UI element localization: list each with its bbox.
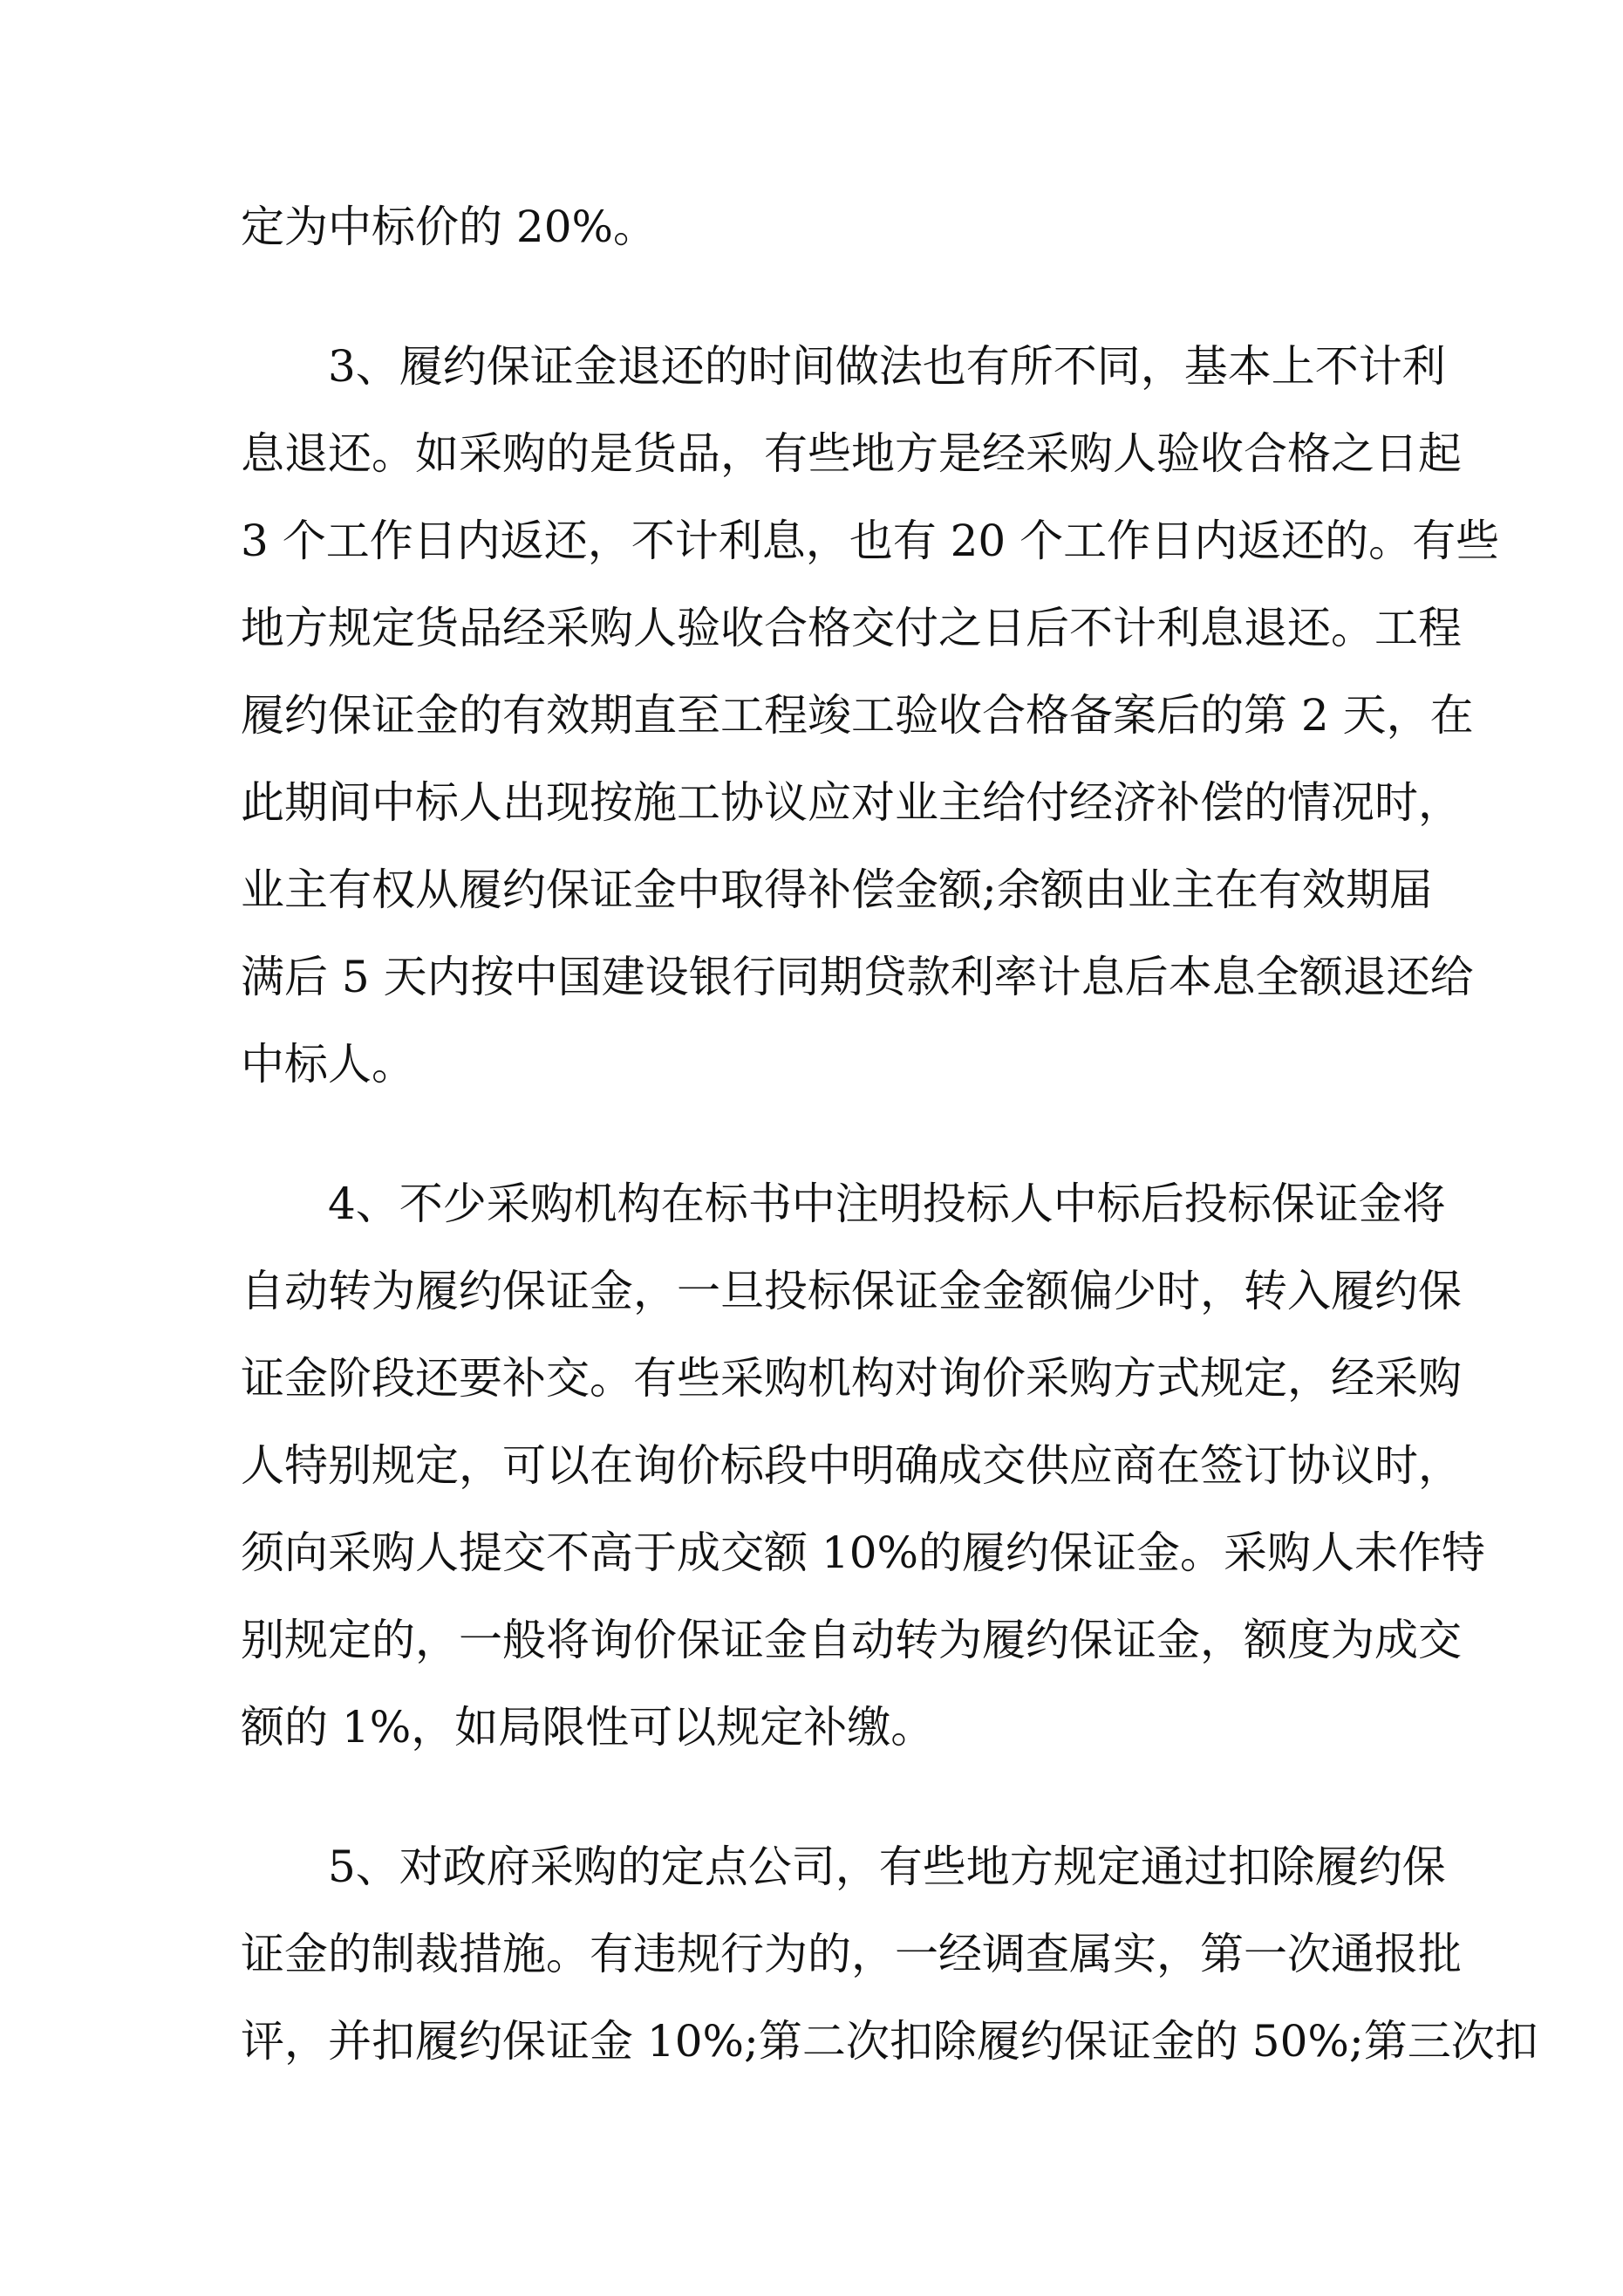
text-line: 业主有权从履约保证金中取得补偿金额;余额由业主在有效期届 (241, 864, 1433, 915)
text-line: 自动转为履约保证金，一旦投标保证金金额偏少时，转入履约保 (241, 1266, 1462, 1316)
text-line: 地方规定货品经采购人验收合格交付之日后不计利息退还。工程 (241, 603, 1462, 653)
paragraph-5-line: 5、对政府采购的定点公司，有些地方规定通过扣除履约保 (328, 1842, 1446, 1892)
text-line: 别规定的，一般将询价保证金自动转为履约保证金，额度为成交 (241, 1615, 1462, 1665)
text-line: 定为中标价的 20%。 (241, 202, 658, 252)
text-line: 3 个工作日内返还，不计利息，也有 20 个工作日内返还的。有些 (241, 516, 1500, 566)
text-line: 人特别规定，可以在询价标段中明确成交供应商在签订协议时， (241, 1440, 1462, 1491)
text-line: 须向采购人提交不高于成交额 10%的履约保证金。采购人未作特 (241, 1527, 1486, 1578)
text-line: 证金阶段还要补交。有些采购机构对询价采购方式规定，经采购 (241, 1353, 1462, 1404)
text-line: 评，并扣履约保证金 10%;第二次扣除履约保证金的 50%;第三次扣 (241, 2016, 1538, 2067)
paragraph-3-line: 3、履约保证金退还的时间做法也有所不同，基本上不计利 (328, 341, 1446, 392)
text-line: 中标人。 (241, 1039, 415, 1090)
text-line: 履约保证金的有效期直至工程竣工验收合格备案后的第 2 天，在 (241, 690, 1474, 741)
text-line: 满后 5 天内按中国建设银行同期贷款利率计息后本息全额退还给 (241, 952, 1474, 1002)
text-line: 息退还。如采购的是货品，有些地方是经采购人验收合格之日起 (241, 428, 1462, 479)
text-line: 证金的制裁措施。有违规行为的，一经调查属实，第一次通报批 (241, 1929, 1462, 1979)
text-line: 额的 1%，如局限性可以规定补缴。 (241, 1702, 935, 1753)
text-line: 此期间中标人出现按施工协议应对业主给付经济补偿的情况时， (241, 777, 1462, 828)
paragraph-4-line: 4、不少采购机构在标书中注明投标人中标后投标保证金将 (328, 1179, 1446, 1229)
